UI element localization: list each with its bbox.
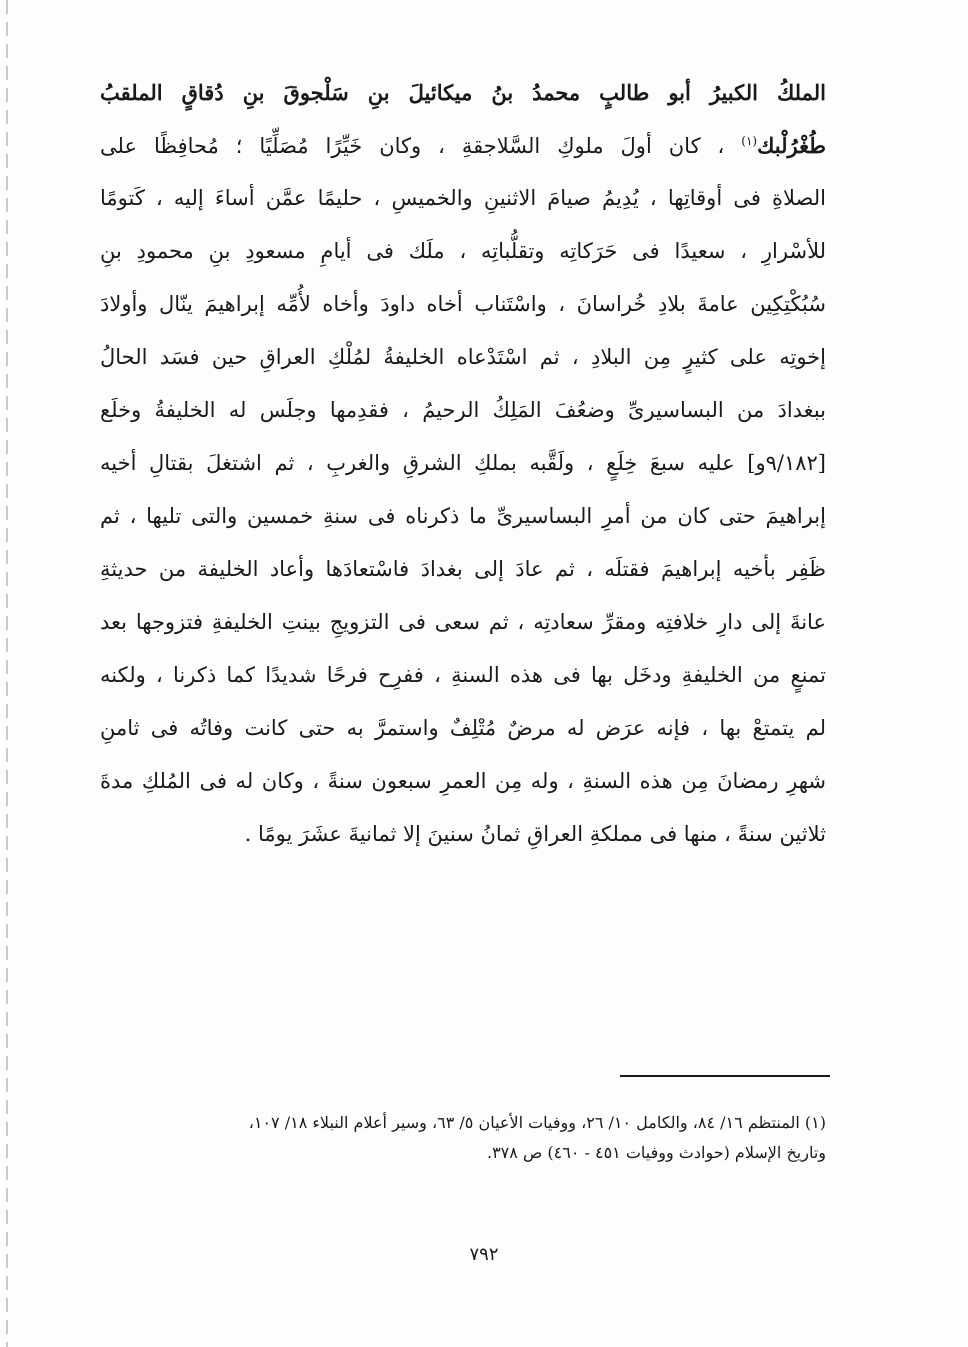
text-line: إبراهيمَ حتى كان من أمرِ البساسيرىِّ ما ذكرناه فى سنةِ خمسين والتى تليها ، ثم — [100, 504, 826, 528]
footnote-marker[interactable]: (١) — [741, 134, 758, 148]
footnotes — [110, 1108, 826, 1168]
text-line: لم يتمتعْ بها ، فإنه عرَض له مرضٌ مُتْلِفٌ واستمرَّ به حتى كانت وفاتُه فى ثامنِ — [100, 716, 826, 740]
page-number: ٧٩٢ — [469, 1244, 499, 1265]
footnote-separator — [620, 1075, 830, 1077]
text-line: عانةَ إلى دارِ خلافتِه ومقرِّ سعادتِه ، ثم سعى فى التزويجِ بينتِ الخليفةِ فتزوجها بعد — [100, 610, 826, 634]
text-line: ببغدادَ من البساسيرىِّ وضعُفَ المَلِكُ الرحيمُ ، فقدِمها وجلَس له الخليفةُ وخلَع — [100, 398, 826, 422]
footnote-line-1: (١) المنتظم ١٦/ ٨٤، والكامل ١٠/ ٢٦، ووفيات الأعيان ٥/ ٦٣، وسير أعلام النبلاء ١٨/ ١٠٧، — [248, 1113, 826, 1132]
text-line: إخوتِه على كثيرٍ مِن البلادِ ، ثم اسْتَدْعاه الخليفةُ لمُلْكِ العراقِ حين فسَد الحالُ — [100, 345, 826, 369]
text-line-2-rest: ، كان أولَ ملوكِ السَّلاجقةِ ، وكان خَيِّرًا مُصَلِّيًا ؛ مُحافِظًا على — [100, 134, 725, 158]
text-line: ظَفِر بأخيه إبراهيمَ فقتلَه ، ثم عادَ إلى بغدادَ فاسْتعادَها وأعاد الخليفة من حديثةِ — [100, 557, 826, 581]
text-line: للأسْرارِ ، سعيدًا فى حَرَكاتِه وتقلُّباتِه ، ملَك فى أيامِ مسعودِ بنِ محمودِ بنِ — [100, 239, 826, 263]
text-line: الصلاةِ فى أوقاتِها ، يُدِيمُ صيامَ الاثنينِ والخميسِ ، حليمًا عمَّن أساءَ إليه ، كَتومًا — [100, 186, 826, 210]
main-text — [100, 66, 826, 861]
text-line-last: ثلاثين سنةً ، منها فى مملكةِ العراقِ ثمانُ سنينَ إلا ثمانيةَ عشَرَ يومًا . — [244, 822, 826, 846]
footnote-line-2: وتاريخ الإسلام (حوادث ووفيات ٤٥١ - ٤٦٠) ص ٣٧٨. — [486, 1143, 826, 1162]
text-line: [٩/١٨٢و] عليه سبعَ خِلَعٍ ، ولَقَّبه بملكِ الشرقِ والغربِ ، ثم اشتغلَ بقتالِ أخيه — [100, 451, 826, 475]
scan-edge-artifact — [6, 0, 8, 1347]
text-line: سُبُكْتِكِين عامةَ بلادِ خُراسانَ ، واسْتَناب أخاه داودَ وأخاه لأُمِّه إبراهيمَ ينّال وأولادَ — [100, 292, 826, 316]
ruler-name: طُغْرُلْبك — [757, 133, 826, 158]
text-line: تمنعٍ من الخليفةِ ودخَل بها فى هذه السنةِ ، ففرِح فرحًا شديدًا كما ذكرنا ، ولكنه — [100, 663, 826, 687]
text-line-2 — [100, 119, 826, 172]
text-line: شهرِ رمضانَ مِن هذه السنةِ ، وله مِن العمرِ سبعون سنةً ، وكان له فى المُلكِ مدةَ — [100, 769, 826, 793]
heading-line: الملكُ الكبيرُ أبو طالبٍ محمدُ بنُ ميكائيلَ بنِ سَلْجوقَ بنِ دُقاقٍ الملقبُ — [100, 80, 826, 105]
